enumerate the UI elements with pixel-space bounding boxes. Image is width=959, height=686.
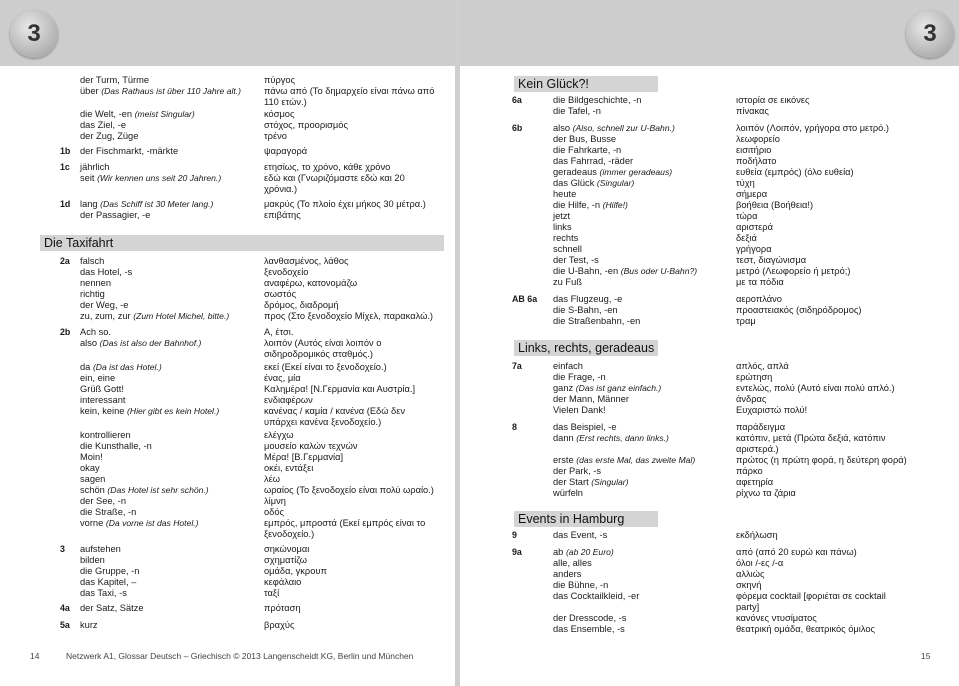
german-term: alle, alles — [553, 558, 592, 568]
german-term: über (Das Rathaus ist über 110 Jahre alt.) — [80, 86, 241, 96]
greek-translation: παράδειγμα — [736, 422, 786, 432]
german-term: der Park, -s — [553, 466, 602, 476]
greek-translation: 110 ετών.) — [264, 97, 307, 107]
german-term: zu Fuß — [553, 277, 582, 287]
german-term: die Bühne, -n — [553, 580, 609, 590]
german-term: einfach — [553, 361, 583, 371]
footer-credit: Netzwerk A1, Glossar Deutsch – Griechisch © 2013 Langenscheidt KG, Berlin und München — [66, 651, 414, 661]
exercise-number: AB 6a — [512, 294, 538, 304]
section-header-glueck: Kein Glück?! — [514, 76, 658, 92]
greek-translation: ελέγχω — [264, 430, 294, 440]
exercise-number: 2a — [60, 256, 70, 266]
german-term: die Frage, -n — [553, 372, 606, 382]
german-term: dann (Erst rechts, dann links.) — [553, 433, 669, 443]
greek-translation: εισιτήριο — [736, 145, 772, 155]
greek-translation: φόρεμα cocktail [φοριέται σε cocktail — [736, 591, 886, 601]
greek-translation: ένας, μία — [264, 373, 301, 383]
greek-translation: party] — [736, 602, 760, 612]
greek-translation: μουσείο καλών τεχνών — [264, 441, 358, 451]
header-bar — [460, 0, 959, 66]
german-term: der Mann, Männer — [553, 394, 629, 404]
greek-translation: λεωφορείο — [736, 134, 780, 144]
german-term: Ach so. — [80, 327, 112, 337]
greek-translation: εκεί (Εκεί είναι το ξενοδοχείο.) — [264, 362, 387, 372]
exercise-number: 9a — [512, 547, 522, 557]
greek-translation: ενδιαφέρων — [264, 395, 313, 405]
greek-translation: κατόπιν, μετά (Πρώτα δεξιά, κατόπιν — [736, 433, 886, 443]
german-term: das Cocktailkleid, -er — [553, 591, 640, 601]
greek-translation: ξενοδοχείο — [264, 267, 309, 277]
greek-translation: σωστός — [264, 289, 297, 299]
german-term: heute — [553, 189, 577, 199]
greek-translation: προαστειακός (σιδηρόδρομος) — [736, 305, 862, 315]
page-number: 15 — [921, 651, 931, 661]
exercise-number: 1c — [60, 162, 70, 172]
greek-translation: πάρκο — [736, 466, 763, 476]
german-term: lang (Das Schiff ist 30 Meter lang.) — [80, 199, 214, 209]
greek-translation: θεατρική ομάδα, θεατρικός όμιλος — [736, 624, 875, 634]
greek-translation: επιβάτης — [264, 210, 301, 220]
greek-translation: λανθασμένος, λάθος — [264, 256, 349, 266]
greek-translation: στόχος, προορισμός — [264, 120, 348, 130]
german-term: der Zug, Züge — [80, 131, 139, 141]
greek-translation: ομάδα, γκρουπ — [264, 566, 327, 576]
german-term: Grüß Gott! — [80, 384, 124, 394]
greek-translation: εμπρός, μπροστά (Εκεί εμπρός είναι το — [264, 518, 426, 528]
german-term: das Ziel, -e — [80, 120, 126, 130]
greek-translation: τώρα — [736, 211, 758, 221]
greek-translation: πύργος — [264, 75, 296, 85]
greek-translation: μακρύς (Το πλοίο έχει μήκος 30 μέτρα.) — [264, 199, 426, 209]
greek-translation: όλοι /-ες /-α — [736, 558, 784, 568]
german-term: die Welt, -en (meist Singular) — [80, 109, 195, 119]
german-term: die Fahrkarte, -n — [553, 145, 622, 155]
german-term: die Straßenbahn, -en — [553, 316, 641, 326]
greek-translation: μετρό (Λεωφορείο ή μετρό;) — [736, 266, 851, 276]
german-term: bilden — [80, 555, 105, 565]
german-term: der Test, -s — [553, 255, 599, 265]
header-bar — [0, 0, 455, 66]
german-term: die Hilfe, -n (Hilfe!) — [553, 200, 628, 210]
greek-translation: τραμ — [736, 316, 756, 326]
german-term: schön (Das Hotel ist sehr schön.) — [80, 485, 209, 495]
greek-translation: εντελώς, πολύ (Αυτό είναι πολύ απλό.) — [736, 383, 895, 393]
german-term: der Start (Singular) — [553, 477, 629, 487]
exercise-number: 1b — [60, 146, 71, 156]
greek-translation: πίνακας — [736, 106, 769, 116]
german-term: der Passagier, -e — [80, 210, 151, 220]
german-term: Moin! — [80, 452, 103, 462]
german-term: die Gruppe, -n — [80, 566, 140, 576]
greek-translation: σήμερα — [736, 189, 768, 199]
german-term: der Weg, -e — [80, 300, 129, 310]
german-term: zu, zum, zur (Zum Hotel Michel, bitte.) — [80, 311, 230, 321]
greek-translation: αριστερά — [736, 222, 773, 232]
greek-translation: αριστερά.) — [736, 444, 779, 454]
greek-translation: κανένας / καμία / κανένα (Εδώ δεν — [264, 406, 406, 416]
greek-translation: ετησίως, το χρόνο, κάθε χρόνο — [264, 162, 391, 172]
greek-translation: υπάρχει κανένα ξενοδοχείο.) — [264, 417, 382, 427]
greek-translation: ερώτηση — [736, 372, 773, 382]
german-term: der Fischmarkt, -märkte — [80, 146, 179, 156]
german-term: das Ensemble, -s — [553, 624, 625, 634]
greek-translation: με τα πόδια — [736, 277, 784, 287]
greek-translation: άνδρας — [736, 394, 767, 404]
greek-translation: τύχη — [736, 178, 755, 188]
german-term: aufstehen — [80, 544, 121, 554]
greek-translation: πάνω από (Το δημαρχείο είναι πάνω από — [264, 86, 435, 96]
greek-translation: δεξιά — [736, 233, 757, 243]
greek-translation: λοιπόν (Αυτός είναι λοιπόν ο — [264, 338, 382, 348]
german-term: sagen — [80, 474, 106, 484]
greek-translation: σιδηροδρομικός σταθμός.) — [264, 349, 373, 359]
german-term: die U-Bahn, -en (Bus oder U-Bahn?) — [553, 266, 698, 276]
page-number: 14 — [30, 651, 40, 661]
exercise-number: 6b — [512, 123, 523, 133]
german-term: das Hotel, -s — [80, 267, 133, 277]
german-term: seit (Wir kennen uns seit 20 Jahren.) — [80, 173, 222, 183]
greek-translation: πρόταση — [264, 603, 301, 613]
exercise-number: 8 — [512, 422, 517, 432]
german-term: ein, eine — [80, 373, 116, 383]
german-term: kurz — [80, 620, 98, 630]
greek-translation: τεστ, διαγώνισμα — [736, 255, 807, 265]
german-term: jetzt — [553, 211, 571, 221]
german-term: der See, -n — [80, 496, 126, 506]
german-term: der Bus, Busse — [553, 134, 617, 144]
german-term: also (Das ist also der Bahnhof.) — [80, 338, 202, 348]
german-term: ganz (Das ist ganz einfach.) — [553, 383, 662, 393]
german-term: geradeaus (immer geradeaus) — [553, 167, 673, 177]
german-term: links — [553, 222, 572, 232]
greek-translation: Καλημέρα! [Ν.Γερμανία και Αυστρία.] — [264, 384, 416, 394]
greek-translation: αφετηρία — [736, 477, 774, 487]
german-term: jährlich — [80, 162, 110, 172]
section-header-links: Links, rechts, geradeaus — [514, 340, 658, 356]
greek-translation: λοιπόν (Λοιπόν, γρήγορα στο μετρό.) — [736, 123, 890, 133]
greek-translation: ρίχνω τα ζάρια — [736, 488, 796, 498]
greek-translation: οκέι, εντάξει — [264, 463, 314, 473]
german-term: die Bildgeschichte, -n — [553, 95, 642, 105]
german-term: der Turm, Türme — [80, 75, 150, 85]
german-term: das Glück (Singular) — [553, 178, 635, 188]
greek-translation: ταξί — [264, 588, 280, 598]
exercise-number: 9 — [512, 530, 517, 540]
german-term: kein, keine (Hier gibt es kein Hotel.) — [80, 406, 220, 416]
greek-translation: χρόνια.) — [264, 184, 298, 194]
greek-translation: ωραίος (Το ξενοδοχείο είναι πολύ ωραίο.) — [264, 485, 434, 495]
german-term: das Taxi, -s — [80, 588, 127, 598]
exercise-number: 4a — [60, 603, 70, 613]
german-term: falsch — [80, 256, 105, 266]
german-term: würfeln — [553, 488, 583, 498]
german-term: vorne (Da vorne ist das Hotel.) — [80, 518, 199, 528]
exercise-number: 6a — [512, 95, 522, 105]
german-term: die Tafel, -n — [553, 106, 601, 116]
greek-translation: σκηνή — [736, 580, 762, 590]
german-term: anders — [553, 569, 582, 579]
greek-translation: προς (Στο ξενοδοχείο Μίχελ, παρακαλώ.) — [264, 311, 434, 321]
exercise-number: 7a — [512, 361, 522, 371]
german-term: interessant — [80, 395, 126, 405]
german-term: schnell — [553, 244, 582, 254]
greek-translation: ψαραγορά — [264, 146, 308, 156]
greek-translation: γρήγορα — [736, 244, 772, 254]
german-term: die Kunsthalle, -n — [80, 441, 152, 451]
left-page — [0, 0, 455, 686]
greek-translation: ιστορία σε εικόνες — [736, 95, 810, 105]
german-term: da (Da ist das Hotel.) — [80, 362, 162, 372]
greek-translation: εκδήλωση — [736, 530, 778, 540]
greek-translation: Μέρα! [Β.Γερμανία] — [264, 452, 344, 462]
german-term: also (Also, schnell zur U-Bahn.) — [553, 123, 675, 133]
greek-translation: κόσμος — [264, 109, 295, 119]
german-term: okay — [80, 463, 100, 473]
right-page — [460, 0, 959, 686]
greek-translation: τρένο — [264, 131, 287, 141]
greek-translation: βοήθεια (Βοήθεια!) — [736, 200, 814, 210]
exercise-number: 1d — [60, 199, 71, 209]
german-term: richtig — [80, 289, 105, 299]
chapter-badge: 3 — [906, 10, 954, 58]
greek-translation: λίμνη — [264, 496, 286, 506]
greek-translation: αναφέρω, κατονομάζω — [264, 278, 358, 288]
exercise-number: 2b — [60, 327, 71, 337]
german-term: die Straße, -n — [80, 507, 137, 517]
german-term: erste (das erste Mal, das zweite Mal) — [553, 455, 696, 465]
greek-translation: Α, έτσι. — [264, 327, 294, 337]
german-term: rechts — [553, 233, 579, 243]
greek-translation: Ευχαριστώ πολύ! — [736, 405, 808, 415]
german-term: Vielen Dank! — [553, 405, 606, 415]
german-term: das Event, -s — [553, 530, 608, 540]
greek-translation: οδός — [264, 507, 284, 517]
chapter-badge: 3 — [10, 10, 58, 58]
exercise-number: 3 — [60, 544, 65, 554]
german-term: das Kapitel, – — [80, 577, 137, 587]
greek-translation: ποδήλατο — [736, 156, 777, 166]
greek-translation: αεροπλάνο — [736, 294, 782, 304]
greek-translation: εδώ και (Γνωριζόμαστε εδώ και 20 — [264, 173, 405, 183]
section-header-taxi: Die Taxifahrt — [40, 235, 444, 251]
greek-translation: από (από 20 ευρώ και πάνω) — [736, 547, 857, 557]
exercise-number: 5a — [60, 620, 70, 630]
german-term: nennen — [80, 278, 112, 288]
german-term: ab (ab 20 Euro) — [553, 547, 614, 557]
greek-translation: ευθεία (εμπρός) (όλο ευθεία) — [736, 167, 854, 177]
greek-translation: σχηματίζω — [264, 555, 307, 565]
section-header-events: Events in Hamburg — [514, 511, 658, 527]
greek-translation: πρώτος (η πρώτη φορά, η δεύτερη φορά) — [736, 455, 907, 465]
greek-translation: απλός, απλά — [736, 361, 789, 371]
german-term: die S-Bahn, -en — [553, 305, 618, 315]
german-term: der Dresscode, -s — [553, 613, 627, 623]
german-term: das Fahrrad, -räder — [553, 156, 634, 166]
greek-translation: αλλιώς — [736, 569, 765, 579]
greek-translation: κεφάλαιο — [264, 577, 302, 587]
german-term: kontrollieren — [80, 430, 131, 440]
greek-translation: βραχύς — [264, 620, 295, 630]
greek-translation: σηκώνομαι — [264, 544, 310, 554]
greek-translation: κανόνες ντυσίματος — [736, 613, 817, 623]
greek-translation: λέω — [264, 474, 281, 484]
german-term: das Flugzeug, -e — [553, 294, 623, 304]
greek-translation: δρόμος, διαδρομή — [264, 300, 339, 310]
german-term: das Beispiel, -e — [553, 422, 617, 432]
greek-translation: ξενοδοχείο.) — [264, 529, 315, 539]
german-term: der Satz, Sätze — [80, 603, 144, 613]
